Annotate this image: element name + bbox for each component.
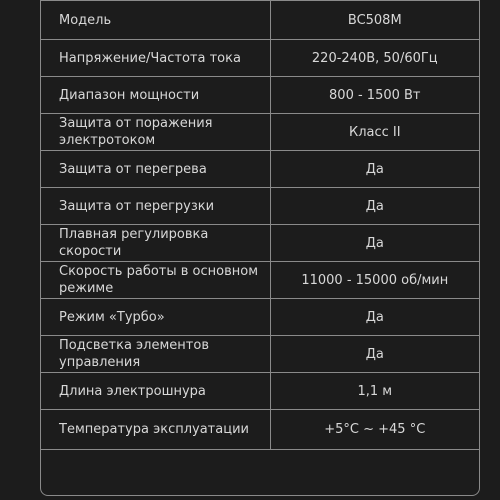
- spec-value-overload: Да: [270, 188, 479, 225]
- table-row: [41, 40, 480, 77]
- spec-label-turbo: Режим «Турбо»: [41, 299, 271, 336]
- spec-label-backlight: Подсветка элементов управления: [41, 336, 271, 373]
- spec-label-speed-control: Плавная регулировка скорости: [41, 225, 271, 262]
- table-row: [41, 225, 480, 262]
- spec-value-power-range: 800 - 1500 Вт: [270, 77, 479, 114]
- spec-value-shock-protection: Класс II: [270, 114, 479, 151]
- table-row: [41, 188, 480, 225]
- table-row: [41, 336, 480, 373]
- spec-label-cord-length: Длина электрошнура: [41, 373, 271, 410]
- spec-value-speed-control: Да: [270, 225, 479, 262]
- table-row: [41, 1, 480, 40]
- table-row: [41, 410, 480, 450]
- spec-label-voltage: Напряжение/Частота тока: [41, 40, 271, 77]
- spec-value-cord-length: 1,1 м: [270, 373, 479, 410]
- spec-label-speed: Скорость работы в основном режиме: [41, 262, 271, 299]
- spec-value-model: BC508M: [270, 1, 479, 40]
- spec-label-overload: Защита от перегрузки: [41, 188, 271, 225]
- spec-table: [40, 0, 480, 450]
- spec-label-temperature: Температура эксплуатации: [41, 410, 271, 450]
- table-row: [41, 77, 480, 114]
- spec-value-temperature: +5°С ~ +45 °С: [270, 410, 479, 450]
- spec-value-voltage: 220-240В, 50/60Гц: [270, 40, 479, 77]
- spec-value-overheat: Да: [270, 151, 479, 188]
- spec-label-power-range: Диапазон мощности: [41, 77, 271, 114]
- table-row: [41, 299, 480, 336]
- spec-value-turbo: Да: [270, 299, 479, 336]
- table-row: [41, 373, 480, 410]
- spec-value-backlight: Да: [270, 336, 479, 373]
- spec-label-shock-protection: Защита от поражения электротоком: [41, 114, 271, 151]
- spec-label-model: Модель: [41, 1, 271, 40]
- spec-label-overheat: Защита от перегрева: [41, 151, 271, 188]
- table-row: [41, 151, 480, 188]
- spec-value-speed: 11000 - 15000 об/мин: [270, 262, 479, 299]
- table-row: [41, 262, 480, 299]
- table-row: [41, 114, 480, 151]
